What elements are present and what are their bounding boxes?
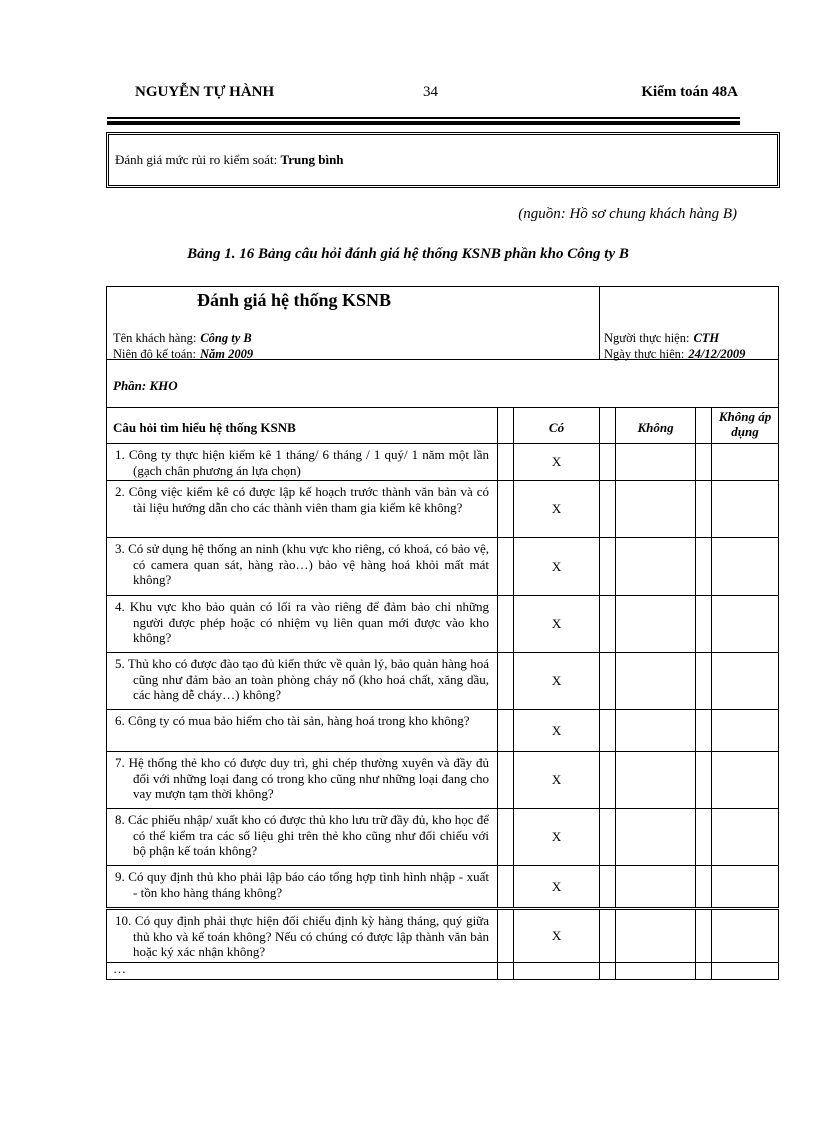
yes-mark: X [514,866,600,909]
header-author: NGUYỄN TỰ HÀNH [135,84,275,100]
question-text: 2. Công việc kiểm kê có được lập kế hoạch trước thành văn bản và có tài liệu hướng dẫn cho các thành viên tham gia kiểm kê không? [107,481,498,538]
no-mark [616,909,696,963]
table-row [107,596,779,653]
performer-info [604,330,745,362]
spacer-cell [600,809,616,866]
table-row [107,444,779,481]
yes-mark: X [514,444,600,481]
spacer-cell [600,444,616,481]
col-no-header: Không [616,408,696,444]
table-row [107,481,779,538]
form-title-cell [107,287,600,360]
spacer-cell [696,596,712,653]
table-row [107,909,779,963]
spacer-cell [498,866,514,909]
no-mark [616,596,696,653]
question-text: 7. Hệ thống thẻ kho có được duy trì, ghi chép thường xuyên và đầy đủ đối với những loại đang có trong kho cũng như những loại đang cho vay mượn tạm thời không? [107,752,498,809]
spacer-cell [696,653,712,710]
spacer-cell [696,909,712,963]
yes-mark: X [514,653,600,710]
header-rule-thick [107,121,740,125]
risk-value: Trung bình [280,152,344,167]
spacer-cell [600,710,616,752]
spacer-cell [600,752,616,809]
na-mark [712,809,779,866]
no-mark [616,538,696,596]
no-mark [616,710,696,752]
spacer-cell [498,909,514,963]
question-text: 9. Có quy định thủ kho phải lập báo cáo tổng hợp tình hình nhập - xuất - tồn kho hàng tháng không? [107,866,498,909]
na-mark [712,481,779,538]
table-row [107,653,779,710]
spacer-cell [498,444,514,481]
spacer-cell [498,710,514,752]
no-mark [616,752,696,809]
no-mark [616,653,696,710]
performer-cell [600,287,779,360]
table-row [107,538,779,596]
na-mark [712,653,779,710]
yes-mark: X [514,909,600,963]
performer-value: CTH [693,331,720,345]
table-row [107,809,779,866]
period-value: Năm 2009 [199,347,254,361]
col-yes-header: Có [514,408,600,444]
client-info [113,330,253,362]
risk-label: Đánh giá mức rủi ro kiểm soát: [115,152,278,167]
no-mark [616,866,696,909]
spacer-cell [498,596,514,653]
spacer-cell [696,752,712,809]
spacer-cell [498,481,514,538]
table-row [107,752,779,809]
yes-mark: X [514,596,600,653]
question-text: 1. Công ty thực hiện kiểm kê 1 tháng/ 6 tháng / 1 quý/ 1 năm một lần (gạch chân phương án lựa chọn) [107,444,498,481]
na-mark [712,866,779,909]
na-mark [712,596,779,653]
na-mark [712,909,779,963]
col-na-header: Không áp dụng [712,408,779,444]
spacer-cell [696,481,712,538]
header-page-number: 34 [423,84,438,100]
question-text: 8. Các phiếu nhập/ xuất kho có được thủ kho lưu trữ đầy đủ, kho học để có thể kiểm tra các số liệu ghi trên thẻ kho cũng như đối chiếu với bộ phận kế toán không? [107,809,498,866]
risk-box [106,132,780,188]
spacer-cell [600,538,616,596]
na-mark [712,444,779,481]
yes-mark: X [514,710,600,752]
spacer-cell [696,710,712,752]
ksnb-table [106,286,779,980]
spacer-cell [600,909,616,963]
spacer-cell [696,809,712,866]
spacer-cell [498,809,514,866]
spacer-cell [600,866,616,909]
col-question-header: Câu hỏi tìm hiểu hệ thống KSNB [107,408,498,444]
spacer-cell [600,596,616,653]
performer-label: Người thực hiện: [604,331,690,345]
yes-mark: X [514,752,600,809]
question-text: 3. Có sử dụng hệ thống an ninh (khu vực kho riêng, có khoá, có bảo vệ, có camera quan sát, hàng rào…) bảo vệ hàng hoá khỏi mất mát không? [107,538,498,596]
spacer-cell [498,752,514,809]
date-label: Ngày thực hiện: [604,347,685,361]
yes-mark: X [514,809,600,866]
no-mark [616,444,696,481]
spacer-cell [600,481,616,538]
table-caption: Bảng 1. 16 Bảng câu hỏi đánh giá hệ thống KSNB phần kho Công ty B [187,246,629,262]
date-value: 24/12/2009 [688,347,746,361]
question-text: 5. Thủ kho có được đào tạo đủ kiến thức về quản lý, bảo quản hàng hoá cũng như đảm bảo an toàn phòng cháy nổ (kho hoá chất, xăng dầu, các hàng dễ cháy…) không? [107,653,498,710]
spacer-cell [498,653,514,710]
question-text: 6. Công ty có mua bảo hiểm cho tài sản, hàng hoá trong kho không? [107,710,498,752]
spacer-cell [696,444,712,481]
period-label: Niên độ kế toán: [113,347,196,361]
na-mark [712,538,779,596]
client-value: Công ty B [200,331,252,345]
source-note: (nguồn: Hồ sơ chung khách hàng B) [518,206,737,222]
section-title: Phần: KHO [107,360,779,408]
table-row [107,866,779,909]
header-class: Kiểm toán 48A [641,84,738,100]
form-title: Đánh giá hệ thống KSNB [197,290,392,310]
no-mark [616,481,696,538]
table-row [107,710,779,752]
spacer-cell [696,866,712,909]
spacer-cell [600,653,616,710]
yes-mark: X [514,538,600,596]
yes-mark: X [514,481,600,538]
ellipsis-cell: … [107,962,498,979]
question-text: 4. Khu vực kho bảo quản có lối ra vào riêng để đảm bảo chỉ những người được phép hoặc có nhiệm vụ liên quan mới được vào kho không? [107,596,498,653]
na-mark [712,710,779,752]
header-rule [107,117,740,119]
question-text: 10. Có quy định phải thực hiện đối chiếu định kỳ hàng tháng, quý giữa thủ kho và kế toán không? Nếu có chúng có được lập thành văn bản hoặc ký xác nhận không? [107,909,498,963]
no-mark [616,809,696,866]
spacer-cell [498,538,514,596]
na-mark [712,752,779,809]
client-label: Tên khách hàng: [113,331,197,345]
spacer-cell [696,538,712,596]
